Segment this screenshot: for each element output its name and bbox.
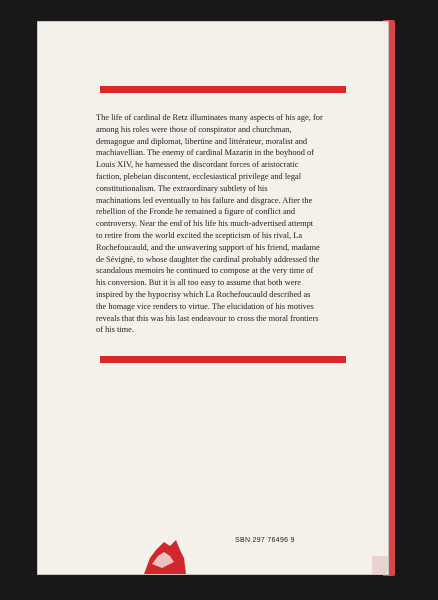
blurb-line: of his time.	[96, 325, 134, 335]
blurb-line: de Sévigné, to whose daughter the cardinal probably addressed the	[96, 254, 320, 264]
blurb-line: demagogue and diplomat, libertine and littérateur, moralist and	[96, 136, 308, 146]
blurb-line: among his roles were those of conspirator and churchman,	[96, 124, 292, 134]
blurb-line: scandalous memoirs he continued to compose at the very time of	[96, 266, 314, 276]
blurb-text	[96, 112, 350, 336]
worn-corner	[372, 556, 388, 574]
bottom-red-rule	[100, 356, 346, 363]
torn-label-patch	[140, 528, 186, 574]
blurb-line: reveals that this was his last endeavour to cross the moral frontiers	[96, 313, 319, 323]
blurb-line: his conversion. But it is all too easy to assume that both were	[96, 278, 301, 288]
isbn-number: SBN 297 76496 9	[235, 537, 295, 544]
blurb-line: faction, plebeian discontent, ecclesiastical privilege and legal	[96, 171, 302, 181]
blurb-line: inspired by the hypocrisy which La Rochefoucauld described as	[96, 289, 311, 299]
blurb-line: to retire from the world excited the scepticism of his rival, La	[96, 230, 303, 240]
blurb-line: controversy. Near the end of his life his much-advertised attempt	[96, 219, 314, 229]
blurb-line: Rochefoucauld, and the unwavering support of his friend, madame	[96, 242, 320, 252]
blurb-line: machinations led eventually to his failure and disgrace. After the	[96, 195, 313, 205]
blurb-line: The life of cardinal de Retz illuminates many aspects of his age, for	[96, 113, 323, 122]
blurb-line: rebellion of the Fronde he remained a figure of conflict and	[96, 207, 296, 217]
blurb-line: Louis XIV, he harnessed the discordant forces of aristocratic	[96, 160, 299, 170]
blurb-line: machiavellian. The enemy of cardinal Mazarin in the boyhood of	[96, 148, 314, 158]
back-cover	[38, 22, 388, 574]
top-red-rule	[100, 86, 346, 93]
blurb-line: the homage vice renders to virtue. The elucidation of his motives	[96, 301, 314, 311]
blurb-line: constitutionalism. The extraordinary subtlety of his	[96, 183, 268, 193]
